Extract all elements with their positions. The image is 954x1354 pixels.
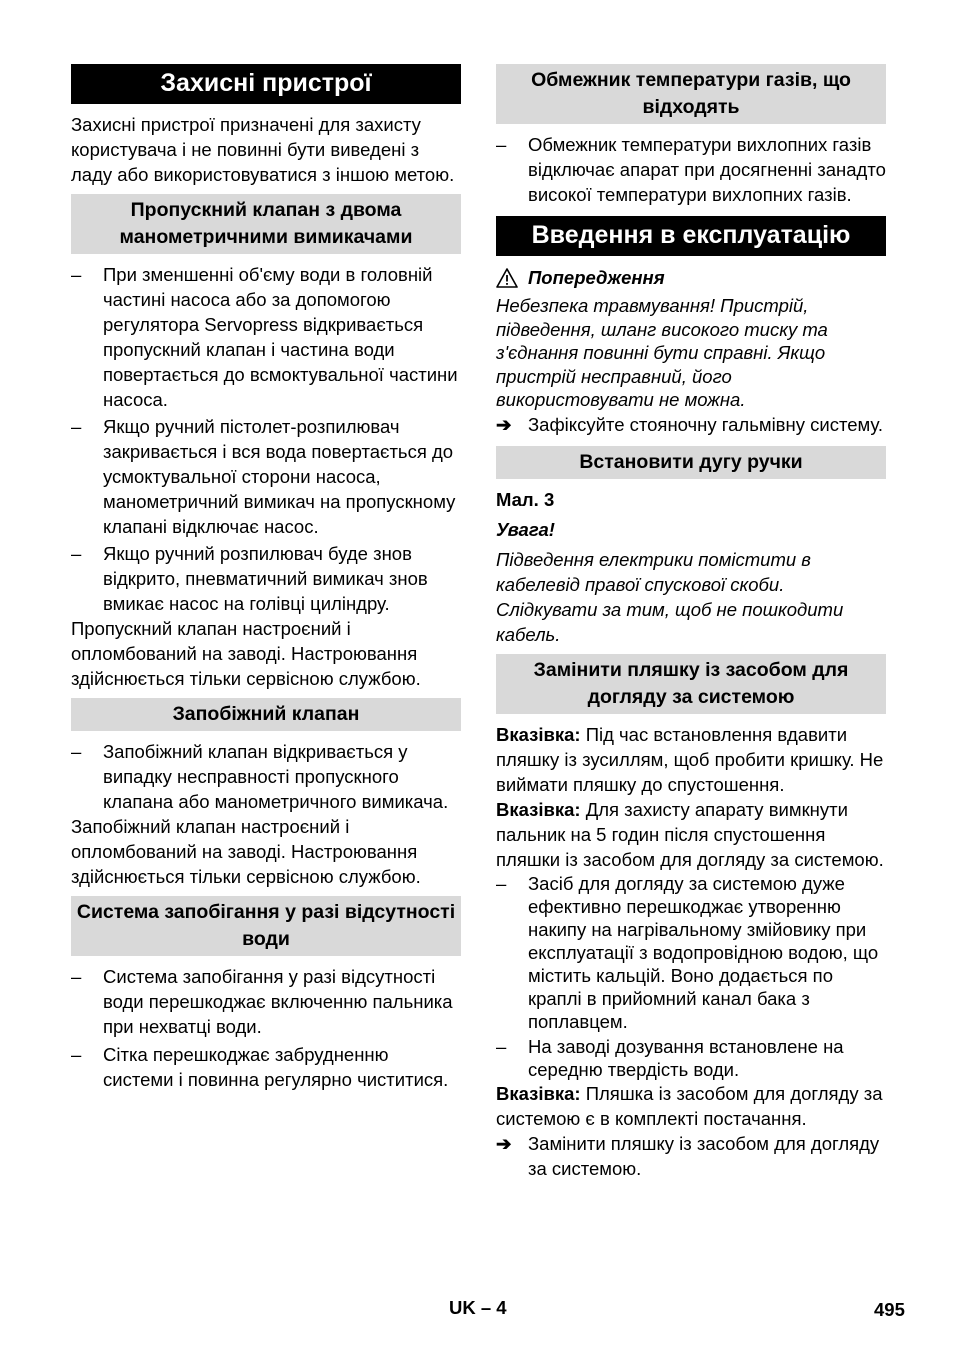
left-column xyxy=(71,64,461,1092)
dash-bullet: – xyxy=(496,872,507,894)
dash-bullet: – xyxy=(71,966,82,987)
safety-valve-note: Запобіжний клапан настроєний і опломбований на заводі. Настроювання здійснюється тільки сервісною службою. xyxy=(71,816,421,887)
dash-bullet: – xyxy=(71,264,82,285)
heading-safety-valve: Запобіжний клапан xyxy=(71,698,461,731)
right-column xyxy=(496,64,886,1181)
figure-reference: Мал. 3 xyxy=(496,488,555,510)
section-title-safety-devices: Захисні пристрої xyxy=(71,64,461,104)
page-number: 495 xyxy=(874,1299,905,1320)
care-system-list xyxy=(496,872,886,1081)
list-item: – Якщо ручний пістолет-розпилювач закривається і вся вода повертається до усмоктувальної сторони насоса, манометричний вимикач на пропускному клапані відключає насос. xyxy=(71,416,456,537)
caution-text: Підведення електрики помістити в кабелевід правої спускової скоби. Слідкувати за тим, щоб не пошкодити кабель. xyxy=(496,548,844,645)
dash-bullet: – xyxy=(71,1044,82,1065)
warning-label: Попередження xyxy=(528,267,665,288)
list-item: – Сітка перешкоджає забрудненню системи і повинна регулярно чиститися. xyxy=(71,1044,449,1090)
note-1: Вказівка: Під час встановлення вдавити пляшку із зусиллям, щоб пробити кришку. Не виймати пляшку до спустошення. xyxy=(496,723,884,795)
list-item: – Якщо ручний розпилювач буде знов відкрито, пневматичний вимикач знов вмикає насос на голівці циліндру. xyxy=(71,543,428,614)
section-title-commissioning: Введення в експлуатацію xyxy=(496,216,886,256)
list-item: – Система запобігання у разі відсутності води перешкоджає включенню пальника при нехватці води. xyxy=(71,966,453,1037)
dash-bullet: – xyxy=(71,543,82,564)
list-item: – Запобіжний клапан відкривається у випадку несправності пропускного клапана або манометричного вимикача. xyxy=(71,741,449,812)
heading-exhaust-temp-limiter: Обмежник температури газів, що відходять xyxy=(496,64,886,124)
heading-handle-bar: Встановити дугу ручки xyxy=(496,446,886,479)
safety-valve-list xyxy=(71,739,461,814)
warning-triangle-icon xyxy=(496,268,518,288)
list-item: – Засіб для догляду за системою дуже ефективно перешкоджає утворенню накипу на нагрівальному змійовику при експлуатації з водопровідною водою, що містить кальцій. Воно додається по краплі в прийомний канал бака з поплавцем. xyxy=(496,872,879,1032)
arrow-right-icon: ➔ xyxy=(496,1132,512,1154)
list-item: – На заводі дозування встановлене на середню твердість води. xyxy=(496,1035,844,1080)
note-2: Вказівка: Для захисту апарату вимкнути пальник на 5 годин після спустошення пляшки із засобом для догляду за системою. xyxy=(496,798,884,870)
heading-bypass-valve: Пропускний клапан з двома манометричними вимикачами xyxy=(71,194,461,254)
list-item: – При зменшенні об'єму води в головній частині насоса або за допомогою регулятора Servopress відкривається пропускний клапан і частина води повертається до всмоктувальної частини насоса. xyxy=(71,264,458,410)
warning-text: Небезпека травмування! Пристрій, підведення, шланг високого тиску та з'єднання повинні бути справні. Якщо пристрій несправний, його використовувати не можна. xyxy=(496,295,828,410)
heading-replace-bottle: Замінити пляшку із засобом для догляду за системою xyxy=(496,654,886,714)
dash-bullet: – xyxy=(496,134,507,155)
exhaust-limiter-list xyxy=(496,132,886,207)
dash-bullet: – xyxy=(496,1035,507,1057)
heading-water-shortage: Система запобігання у разі відсутності води xyxy=(71,896,461,956)
arrow-right-icon: ➔ xyxy=(496,413,512,435)
dash-bullet: – xyxy=(71,741,82,762)
water-shortage-list xyxy=(71,964,461,1092)
action-step: ➔ Замінити пляшку із засобом для догляду за системою. xyxy=(496,1132,880,1179)
bypass-valve-list xyxy=(71,262,461,616)
section-page-number: UK – 4 xyxy=(449,1297,507,1318)
bypass-valve-note: Пропускний клапан настроєний і опломбований на заводі. Настроювання здійснюється тільки сервісною службою. xyxy=(71,618,421,689)
warning-label-row xyxy=(496,265,886,290)
action-step: ➔ Зафіксуйте стояночну гальмівну систему. xyxy=(496,413,883,435)
dash-bullet: – xyxy=(71,416,82,437)
list-item: – Обмежник температури вихлопних газів відключає апарат при досягненні занадто високої температури вихлопних газів. xyxy=(496,134,886,205)
safety-intro: Захисні пристрої призначені для захисту користувача і не повинні бути виведені з ладу або використовуватися з іншою метою. xyxy=(71,114,455,185)
caution-label: Увага! xyxy=(496,518,555,540)
note-3: Вказівка: Пляшка із засобом для догляду за системою є в комплекті постачання. xyxy=(496,1082,883,1129)
